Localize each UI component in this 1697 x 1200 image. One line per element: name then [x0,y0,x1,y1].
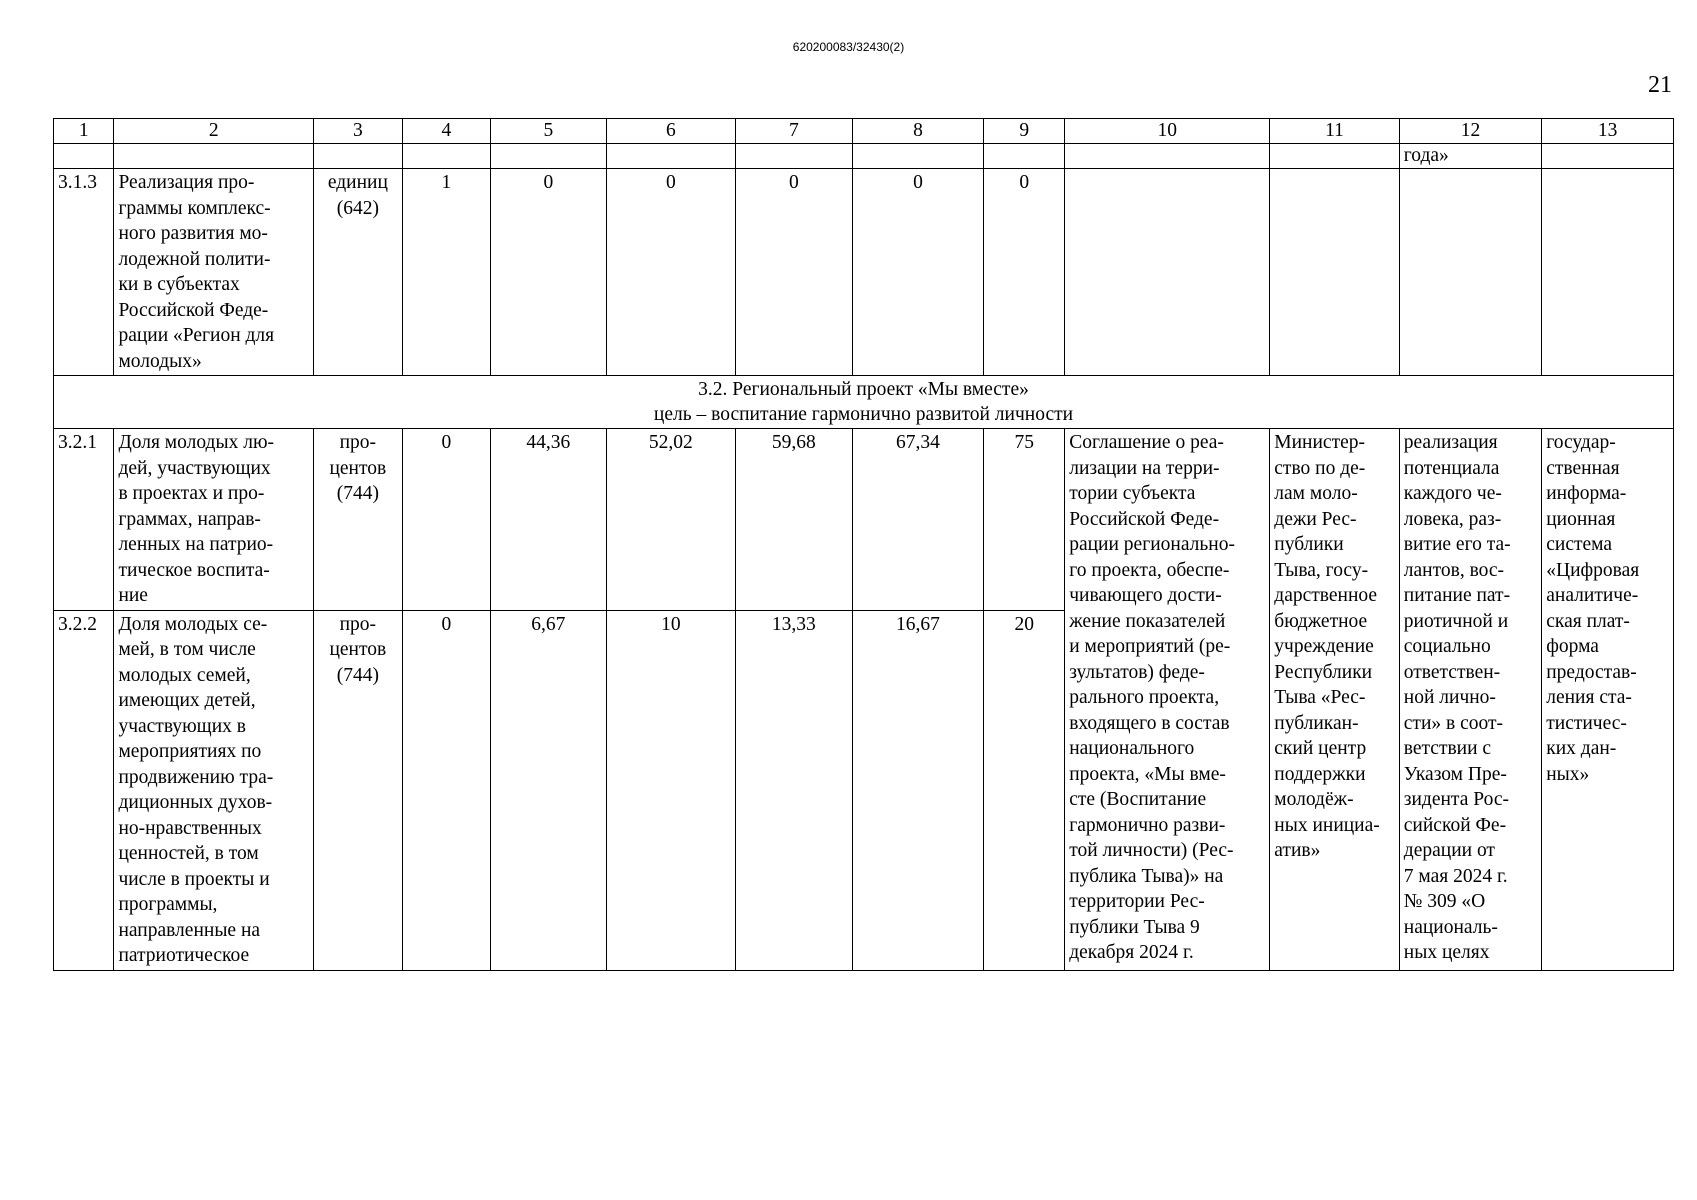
value-col-7: 13,33 [736,610,853,970]
value-col-8: 16,67 [852,610,984,970]
col-header-1: 1 [54,119,114,144]
value-col-5: 0 [491,169,606,376]
information-system: государ- ственная информа- ционная система «Цифровая аналитиче- ская плат- форма предостав- ления ста- тистичес- ких дан- ных» [1542,429,1674,971]
unit-of-measure: про- центов (744) [314,610,403,970]
value-col-9: 75 [984,429,1065,611]
value-col-8: 0 [852,169,984,376]
value-col-6: 10 [606,610,736,970]
col-header-11: 11 [1270,119,1400,144]
value-col-4: 0 [402,610,491,970]
col-header-3: 3 [314,119,403,144]
unit-of-measure: единиц (642) [314,169,403,376]
value-col-6: 0 [606,169,736,376]
column-number-row [54,119,1674,144]
section-header [54,376,1674,429]
col-header-8: 8 [852,119,984,144]
col-header-2: 2 [114,119,314,144]
col-header-6: 6 [606,119,736,144]
section-goal: цель – воспитание гармонично развитой личности [653,404,1074,425]
col-header-12: 12 [1399,119,1541,144]
page-number: 21 [1648,72,1672,98]
row-number: 3.2.1 [54,429,114,611]
indicator-name: Доля молодых се- мей, в том числе молодых семей, имеющих детей, участвующих в мероприятиях по продвижению тра- диционных духов- но-нравственных ценностей, в том числе в проекты и программы, направленные на патриотическое [114,610,314,970]
value-col-9: 0 [984,169,1065,376]
national-goal-link: реализация потенциала каждого че- ловека, раз- витие его та- лантов, вос- питание пат- риотичной и социально ответствен- ной лично- сти» в соот- ветствии с Указом Пре- зидента Рос- сийской Фе- дерации от 7 мая 2024 г. № 309 «О националь- ных целях [1399,429,1541,971]
document-id: 620200083/32430(2) [792,40,905,54]
responsible-executor: Министер- ство по де- лам моло- дежи Рес- публики Тыва, госу- дарственное бюджетное учреждение Республики Тыва «Рес- публикан- ский центр поддержки молодёж- ных инициа- атив» [1270,429,1400,971]
carryover-text: года» [1399,144,1541,169]
col-header-9: 9 [984,119,1065,144]
indicators-table [53,118,1674,971]
col-header-4: 4 [402,119,491,144]
value-col-8: 67,34 [852,429,984,611]
section-header-row [54,376,1674,429]
agreement-document: Соглашение о реа- лизации на терри- тории субъекта Российской Феде- рации регионально- го проекта, обеспе- чивающего дости- жение показателей и мероприятий (ре- зультатов) феде- рального проекта, входящего в состав национального проекта, «Мы вме- сте (Воспитание гармонично разви- той личности) (Рес- публика Тыва)» на территории Рес- публики Тыва 9 декабря 2024 г. [1065,429,1270,971]
value-col-7: 0 [736,169,853,376]
carryover-row [54,144,1674,169]
col-header-10: 10 [1065,119,1270,144]
table-row-3-2-1 [54,429,1674,611]
value-col-4: 1 [402,169,491,376]
value-col-5: 44,36 [491,429,606,611]
unit-of-measure: про- центов (744) [314,429,403,611]
indicator-name: Реализация про- граммы комплекс- ного развития мо- лодежной полити- ки в субъектах Российской Феде- рации «Регион для молодых» [114,169,314,376]
value-col-4: 0 [402,429,491,611]
value-col-6: 52,02 [606,429,736,611]
value-col-5: 6,67 [491,610,606,970]
section-title: 3.2. Региональный проект «Мы вместе» [698,379,1029,400]
indicator-name: Доля молодых лю- дей, участвующих в проектах и про- граммах, направ- ленных на патрио- тическое воспита- ние [114,429,314,611]
value-col-9: 20 [984,610,1065,970]
row-number: 3.2.2 [54,610,114,970]
col-header-5: 5 [491,119,606,144]
col-header-13: 13 [1542,119,1674,144]
value-col-7: 59,68 [736,429,853,611]
col-header-7: 7 [736,119,853,144]
row-number: 3.1.3 [54,169,114,376]
table-row-3-1-3 [54,169,1674,376]
